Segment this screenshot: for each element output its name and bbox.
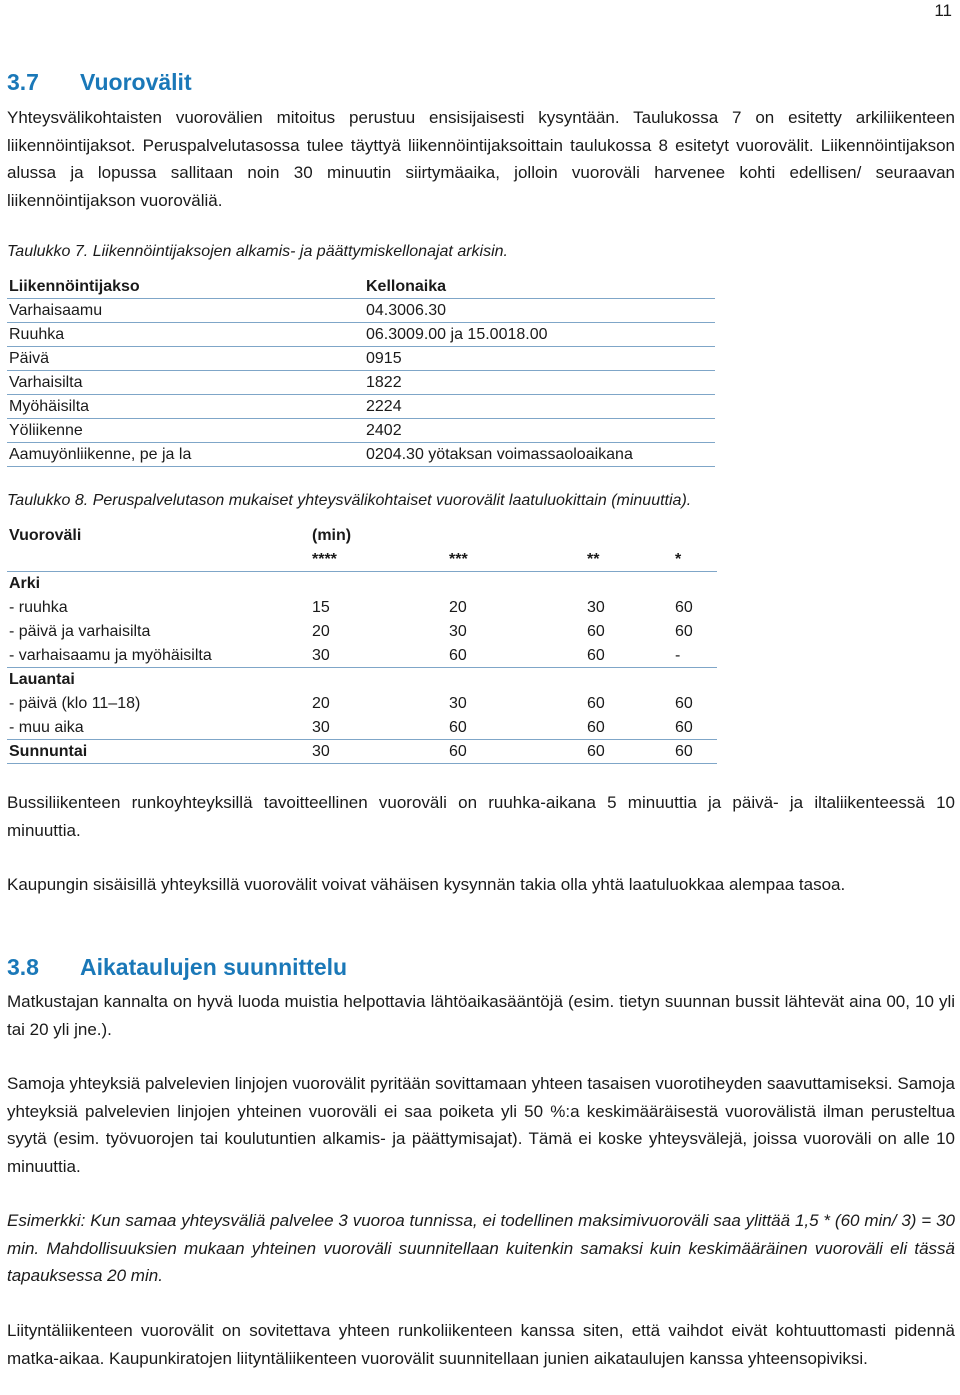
time-cell: 0204.30 yötaksan voimassaoloaikana bbox=[366, 446, 633, 463]
value-cell: 60 bbox=[449, 647, 467, 664]
table-header-row bbox=[7, 524, 717, 548]
table-row bbox=[7, 740, 717, 764]
value-cell: 20 bbox=[312, 695, 330, 712]
table-row bbox=[7, 644, 717, 668]
time-cell: 1822 bbox=[366, 374, 402, 391]
table-row bbox=[7, 371, 715, 395]
value-cell: 60 bbox=[675, 623, 693, 640]
paragraph-example: Esimerkki: Kun samaa yhteysväliä palvelee 3 vuoroa tunnissa, ei todellinen maksimivuoroväli saa ylittää 1,5 * (60 min/ 3) = 30 min. Mahdollisuuksien mukaan yhteinen vuoroväli suunnitellaan kuitenkin samaksi kuin keskimääräinen vuoroväli eli tässä tapauksessa 20 min. bbox=[7, 1211, 955, 1285]
section-title: Vuorovälit bbox=[80, 69, 192, 95]
table-7 bbox=[7, 275, 715, 467]
quality-class: **** bbox=[312, 551, 337, 568]
value-cell: 60 bbox=[587, 743, 605, 760]
value-cell: 60 bbox=[587, 647, 605, 664]
value-cell: 60 bbox=[587, 695, 605, 712]
time-cell: 2402 bbox=[366, 422, 402, 439]
row-label: - muu aika bbox=[9, 719, 84, 736]
table-row bbox=[7, 299, 715, 323]
table-row bbox=[7, 347, 715, 371]
period-cell: Päivä bbox=[9, 350, 50, 367]
section-heading-3-7 bbox=[7, 68, 192, 96]
paragraph-feeder-lines: Liityntäliikenteen vuorovälit on sovitettava yhteen runkoliikenteen kanssa siten, että vaihdot eivät kohtuuttomasti pidennä matka-aikaa. Kaupunkiratojen liityntäliikenteen vuorovälit suunnitellaan junien aikataulujen kanssa yhteensopiviksi. bbox=[7, 1321, 955, 1368]
row-label: - päivä (klo 11–18) bbox=[9, 695, 141, 712]
value-cell: 15 bbox=[312, 599, 330, 616]
value-cell: 60 bbox=[675, 695, 693, 712]
section-heading-3-8 bbox=[7, 953, 347, 981]
row-label: - päivä ja varhaisilta bbox=[9, 623, 151, 640]
value-cell: 30 bbox=[312, 719, 330, 736]
page-number: 11 bbox=[934, 1, 952, 20]
group-label: Arki bbox=[9, 575, 41, 592]
value-cell: 20 bbox=[312, 623, 330, 640]
table-row bbox=[7, 443, 715, 467]
table-row bbox=[7, 716, 717, 740]
value-cell: 60 bbox=[449, 719, 467, 736]
period-cell: Ruuhka bbox=[9, 326, 65, 343]
quality-class: *** bbox=[449, 551, 468, 568]
value-cell: 30 bbox=[587, 599, 605, 616]
quality-class: ** bbox=[587, 551, 600, 568]
period-cell: Varhaisaamu bbox=[9, 302, 103, 319]
table-row bbox=[7, 620, 717, 644]
paragraph-intro: Yhteysvälikohtaisten vuorovälien mitoitus perustuu ensisijaisesti kysyntään. Taulukossa 7 on esitetty arkiliikenteen liikennöintijaksot. Peruspalvelutasossa tulee täyttyä liikennöintijaksoittain taulukossa 8 esitetyt vuorovälit. Liikennöintijakson alussa ja lopussa sallitaan noin 30 minuutin siirtymäaika, jolloin vuoroväli harvenee kohti edellisen/ seuraavan liikennöintijakson vuoroväliä. bbox=[7, 108, 955, 210]
row-label: - varhaisaamu ja myöhäisilta bbox=[9, 647, 212, 664]
paragraph-internal-lines: Kaupungin sisäisillä yhteyksillä vuorovälit voivat vähäisen kysynnän takia olla yhtä laatuluokkaa alempaa tasoa. bbox=[7, 875, 846, 894]
value-cell: - bbox=[675, 647, 681, 664]
table-8-caption: Taulukko 8. Peruspalvelutason mukaiset yhteysvälikohtaiset vuorovälit laatuluokittain (minuuttia). bbox=[7, 492, 692, 509]
section-title: Aikataulujen suunnittelu bbox=[80, 954, 348, 980]
table-7-caption: Taulukko 7. Liikennöintijaksojen alkamis- ja päättymiskellonajat arkisin. bbox=[7, 243, 508, 260]
value-cell: 30 bbox=[449, 623, 467, 640]
group-label-row bbox=[7, 572, 717, 596]
value-cell: 30 bbox=[312, 743, 330, 760]
time-cell: 0915 bbox=[366, 350, 402, 367]
value-cell: 60 bbox=[587, 623, 605, 640]
period-cell: Aamuyönliikenne, pe ja la bbox=[9, 446, 192, 463]
value-cell: 60 bbox=[675, 743, 693, 760]
time-cell: 04.3006.30 bbox=[366, 302, 447, 319]
row-label: Sunnuntai bbox=[9, 743, 88, 760]
value-cell: 60 bbox=[675, 719, 693, 736]
group-label-row bbox=[7, 668, 717, 692]
quality-class-row bbox=[7, 548, 717, 572]
period-cell: Myöhäisilta bbox=[9, 398, 90, 415]
value-cell: 20 bbox=[449, 599, 467, 616]
group-label: Lauantai bbox=[9, 671, 75, 688]
value-cell: 30 bbox=[449, 695, 467, 712]
quality-class: * bbox=[675, 551, 682, 568]
table-row bbox=[7, 323, 715, 347]
table-header-row bbox=[7, 275, 715, 299]
table-row bbox=[7, 596, 717, 620]
table-row bbox=[7, 395, 715, 419]
table-row bbox=[7, 692, 717, 716]
table-8 bbox=[7, 524, 717, 764]
paragraph-departure-rules: Matkustajan kannalta on hyvä luoda muistia helpottavia lähtöaikasääntöjä (esim. tietyn suunnan bussit lähtevät aina 00, 10 yli tai 20 yli jne.). bbox=[7, 992, 955, 1039]
period-cell: Yöliikenne bbox=[9, 422, 83, 439]
value-cell: 60 bbox=[449, 743, 467, 760]
section-number: 3.8 bbox=[7, 954, 39, 980]
time-cell: 2224 bbox=[366, 398, 402, 415]
column-header: Liikennöintijakso bbox=[9, 278, 140, 295]
time-cell: 06.3009.00 ja 15.0018.00 bbox=[366, 326, 548, 343]
value-cell: 60 bbox=[675, 599, 693, 616]
value-cell: 60 bbox=[587, 719, 605, 736]
table-row bbox=[7, 419, 715, 443]
column-header: (min) bbox=[312, 527, 352, 544]
period-cell: Varhaisilta bbox=[9, 374, 83, 391]
paragraph-trunk-lines: Bussiliikenteen runkoyhteyksillä tavoitteellinen vuoroväli on ruuhka-aikana 5 minuuttia ja päivä- ja iltaliikenteessä 10 minuuttia. bbox=[7, 793, 955, 840]
section-number: 3.7 bbox=[7, 69, 39, 95]
column-header: Vuoroväli bbox=[9, 527, 82, 544]
row-label: - ruuhka bbox=[9, 599, 68, 616]
value-cell: 30 bbox=[312, 647, 330, 664]
paragraph-headway-coordination: Samoja yhteyksiä palvelevien linjojen vuorovälit pyritään sovittamaan yhteen tasaisen vuorotiheyden saavuttamiseksi. Samoja yhteyksiä palvelevien linjojen yhteinen vuoroväli ei saa poiketa yli 50 %:a keskimääräisestä vuorovälistä ilman perusteltua syytä (esim. työvuorojen tai koulutuntien alkamis- ja päättymisajat). Tämä ei koske yhteysvälejä, joissa vuoroväli on alle 10 minuuttia. bbox=[7, 1074, 955, 1176]
column-header: Kellonaika bbox=[366, 278, 447, 295]
